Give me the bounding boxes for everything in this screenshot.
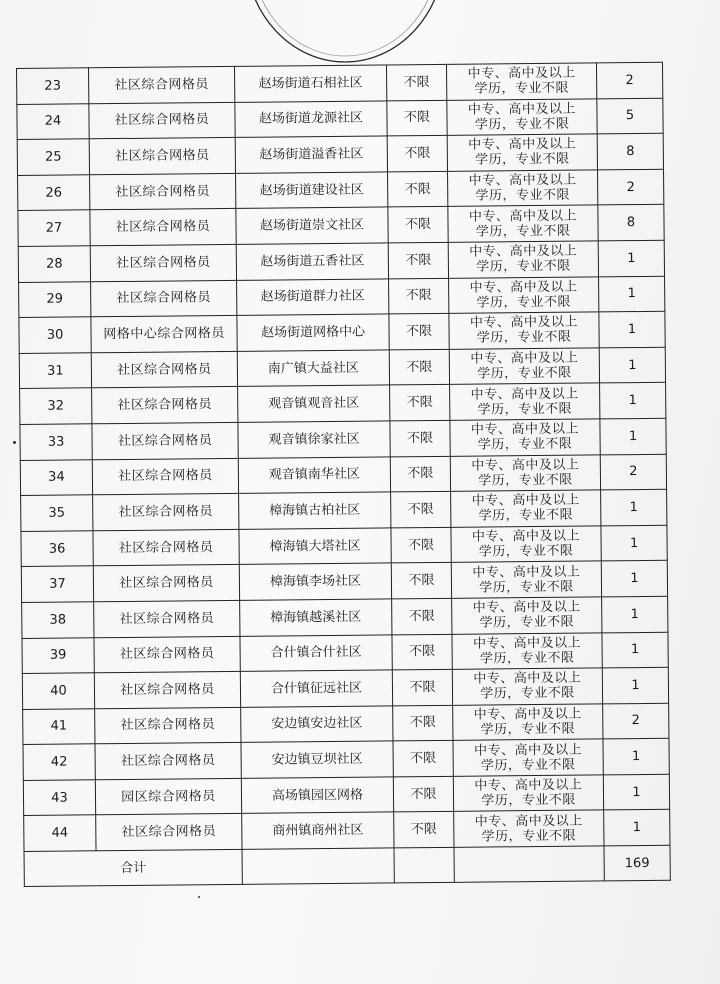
education-requirement [450,383,600,420]
education-requirement [447,134,597,171]
hire-count: 1 [598,240,664,276]
hire-count: 1 [603,774,669,810]
education-requirement [446,63,596,100]
requirement-line-1: 中专、高中及以上 [470,421,580,438]
gender-requirement: 不限 [393,776,453,812]
position-name: 社区综合网格员 [90,173,236,210]
requirement-line-2: 学历，专业不限 [477,436,573,453]
hire-count: 1 [604,810,670,846]
position-name: 社区综合网格员 [92,422,238,459]
requirement-line-1: 中专、高中及以上 [472,599,581,616]
requirement-line-1: 中专、高中及以上 [467,101,576,118]
education-requirement [451,561,601,598]
gender-requirement: 不限 [393,741,453,777]
requirement-line-2: 学历，专业不限 [478,508,574,525]
requirement-line-2: 学历，专业不限 [475,223,571,240]
row-number: 33 [20,424,92,460]
requirement-line-2: 学历，专业不限 [480,686,575,702]
row-number: 30 [19,317,91,353]
total-label: 合计 [24,849,242,886]
requirement-line-2: 学历，专业不限 [476,258,571,275]
unit-name: 赵场街道建设社区 [236,172,388,209]
requirement-line-2: 学历，专业不限 [479,579,574,596]
unit-name: 赵场街道网格中心 [237,314,389,351]
position-name: 社区综合网格员 [91,280,237,317]
gender-requirement: 不限 [391,563,451,599]
row-number: 36 [21,531,93,567]
unit-name: 赵场街道龙源社区 [235,101,387,138]
education-requirement [451,526,601,563]
requirement-line-1: 中专、高中及以上 [468,208,578,225]
education-requirement [452,668,602,705]
hire-count: 2 [603,703,669,739]
requirement-line-1: 中专、高中及以上 [467,65,576,82]
unit-name: 观音镇南华社区 [238,456,390,493]
gender-requirement: 不限 [388,242,448,278]
total-row [24,845,670,886]
education-requirement [451,490,601,527]
hire-count: 2 [598,169,664,205]
row-number: 42 [23,744,95,780]
requirement-line-1: 中专、高中及以上 [469,243,578,260]
unit-name: 合什镇合什社区 [240,634,392,671]
requirement-line-2: 学历，专业不限 [475,187,571,204]
row-number: 37 [21,566,93,602]
requirement-line-1: 中专、高中及以上 [474,777,583,794]
position-name: 社区综合网格员 [94,600,240,637]
unit-name: 赵场街道崇文社区 [236,207,388,244]
position-name: 社区综合网格员 [89,66,235,103]
education-requirement [448,205,598,242]
unit-name: 樟海镇李场社区 [239,563,391,600]
unit-name: 商州镇商州社区 [242,812,394,849]
gender-requirement: 不限 [394,812,454,848]
row-number: 32 [20,388,92,424]
unit-name: 樟海镇大塔社区 [239,528,391,565]
education-requirement [453,775,603,812]
hire-count: 1 [601,489,667,525]
row-number: 28 [18,246,90,282]
row-number: 29 [19,281,91,317]
gender-requirement: 不限 [392,598,452,634]
education-requirement [453,739,603,776]
education-requirement [449,276,599,313]
row-number: 43 [23,780,95,816]
table-row [21,561,667,603]
requirement-line-1: 中专、高中及以上 [468,137,577,154]
total-empty-cell [454,846,604,882]
row-number: 35 [21,495,93,531]
total-count: 169 [604,845,670,881]
requirement-line-2: 学历，专业不限 [474,116,570,133]
education-requirement [452,597,602,634]
gender-requirement: 不限 [389,314,449,350]
requirement-line-2: 学历，专业不限 [480,757,576,774]
requirement-line-1: 中专、高中及以上 [471,528,581,545]
hire-count: 1 [601,561,667,597]
unit-name: 南广镇大益社区 [237,350,389,387]
requirement-line-2: 学历，专业不限 [477,401,573,418]
hire-count: 2 [600,454,666,490]
unit-name: 观音镇观音社区 [238,385,390,422]
requirement-line-2: 学历，专业不限 [481,792,576,809]
table-row [18,240,664,282]
requirement-line-1: 中专、高中及以上 [474,813,583,830]
position-name: 社区综合网格员 [93,529,239,566]
gender-requirement: 不限 [388,171,448,207]
row-number: 38 [22,602,94,638]
total-empty-cell [242,848,394,884]
education-requirement [454,810,604,847]
education-requirement [450,419,600,456]
row-number: 34 [20,459,92,495]
gender-requirement: 不限 [392,669,452,705]
speck-bottom [198,896,200,898]
hire-count: 1 [602,667,668,703]
unit-name: 安边镇豆坝社区 [241,741,393,778]
education-requirement [448,170,598,207]
requirement-line-2: 学历，专业不限 [479,614,575,631]
gender-requirement: 不限 [391,527,451,563]
hire-count: 1 [599,347,665,383]
unit-name: 赵场街道石相社区 [234,65,386,102]
hire-count: 5 [597,98,663,134]
education-requirement [448,241,598,278]
requirement-line-1: 中专、高中及以上 [468,172,577,189]
gender-requirement: 不限 [388,207,448,243]
requirement-line-2: 学历，专业不限 [480,721,576,738]
hire-count: 1 [602,596,668,632]
gender-requirement: 不限 [386,64,446,100]
position-name: 社区综合网格员 [91,351,237,388]
hire-count: 2 [596,62,662,98]
unit-name: 观音镇徐家社区 [238,421,390,458]
gender-requirement: 不限 [390,456,450,492]
row-number: 44 [24,815,96,851]
table-row [22,596,668,638]
row-number: 23 [17,68,89,104]
table-row [18,205,664,247]
requirement-line-2: 学历，专业不限 [476,330,572,347]
unit-name: 安边镇安边社区 [241,706,393,743]
gender-requirement: 不限 [391,491,451,527]
row-number: 24 [17,103,89,139]
education-requirement [447,99,597,136]
recruitment-table [16,62,671,887]
position-name: 社区综合网格员 [92,387,238,424]
position-name: 社区综合网格员 [90,244,236,281]
hire-count: 1 [599,311,665,347]
position-name: 社区综合网格员 [92,458,238,495]
hire-count: 1 [603,739,669,775]
gender-requirement: 不限 [390,420,450,456]
requirement-line-2: 学历，专业不限 [479,650,575,667]
unit-name: 高场镇园区网格 [241,777,393,814]
position-name: 社区综合网格员 [90,209,236,246]
row-number: 27 [18,210,90,246]
hire-count: 1 [602,632,668,668]
hire-count: 1 [599,276,665,312]
row-number: 31 [19,353,91,389]
unit-name: 赵场街道群力社区 [237,278,389,315]
requirement-line-1: 中专、高中及以上 [472,564,581,581]
gender-requirement: 不限 [390,385,450,421]
speck-left [13,441,16,444]
gender-requirement: 不限 [387,100,447,136]
gender-requirement: 不限 [389,278,449,314]
requirement-line-2: 学历，专业不限 [474,80,570,97]
requirement-line-1: 中专、高中及以上 [473,670,582,688]
hire-count: 1 [600,383,666,419]
gender-requirement: 不限 [393,705,453,741]
position-name: 社区综合网格员 [89,138,235,175]
requirement-line-1: 中专、高中及以上 [470,350,579,367]
unit-name: 赵场街道五香社区 [236,243,388,280]
hire-count: 1 [600,418,666,454]
gender-requirement: 不限 [392,634,452,670]
position-name: 社区综合网格员 [89,102,235,139]
education-requirement [450,454,600,491]
education-requirement [453,704,603,741]
position-name: 园区综合网格员 [95,778,241,815]
row-number: 25 [17,139,89,175]
row-number: 40 [22,673,94,709]
requirement-line-2: 学历，专业不限 [475,152,570,169]
hire-count: 8 [597,133,663,169]
position-name: 社区综合网格员 [95,707,241,744]
position-name: 社区综合网格员 [93,494,239,531]
hire-count: 8 [598,205,664,241]
table-body [17,62,671,886]
stamp-arc [240,0,450,70]
hire-count: 1 [601,525,667,561]
requirement-line-1: 中专、高中及以上 [469,315,579,332]
row-number: 26 [18,175,90,211]
unit-name: 赵场街道溢香社区 [235,136,387,173]
position-name: 网格中心综合网格员 [91,316,237,353]
education-requirement [449,348,599,385]
position-name: 社区综合网格员 [94,671,240,708]
requirement-line-1: 中专、高中及以上 [473,706,582,723]
requirement-line-1: 中专、高中及以上 [470,386,579,403]
table-row [19,276,665,318]
position-name: 社区综合网格员 [95,743,241,780]
education-requirement [449,312,599,349]
requirement-line-1: 中专、高中及以上 [469,279,578,296]
requirement-line-2: 学历，专业不限 [477,365,572,382]
row-number: 39 [22,637,94,673]
requirement-line-1: 中专、高中及以上 [471,493,580,510]
requirement-line-2: 学历，专业不限 [481,828,577,845]
requirement-line-2: 学历，专业不限 [478,543,574,560]
gender-requirement: 不限 [387,136,447,172]
education-requirement [452,632,602,669]
row-number: 41 [23,708,95,744]
requirement-line-1: 中专、高中及以上 [472,635,582,652]
unit-name: 樟海镇越溪社区 [240,599,392,636]
position-name: 社区综合网格员 [96,814,242,851]
requirement-line-2: 学历，专业不限 [476,294,572,311]
unit-name: 樟海镇古柏社区 [239,492,391,529]
unit-name: 合什镇征远社区 [240,670,392,707]
total-empty-cell [394,847,454,883]
requirement-line-2: 学历，专业不限 [478,472,573,489]
position-name: 社区综合网格员 [94,636,240,673]
requirement-line-1: 中专、高中及以上 [473,742,583,759]
requirement-line-1: 中专、高中及以上 [471,457,580,474]
position-name: 社区综合网格员 [93,565,239,602]
gender-requirement: 不限 [389,349,449,385]
